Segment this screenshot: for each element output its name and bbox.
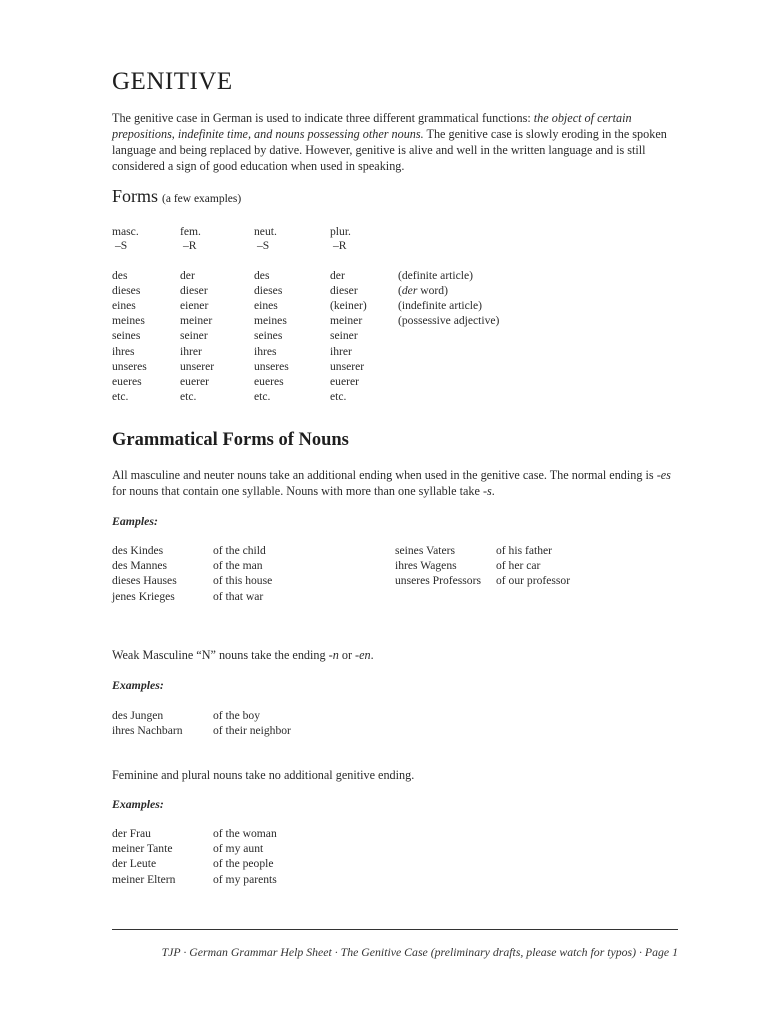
forms-header-gender: fem. xyxy=(180,225,201,238)
forms-subheading: (a few examples) xyxy=(162,193,242,205)
forms-heading xyxy=(112,186,241,207)
example-english: of the man xyxy=(213,559,263,573)
forms-note-post: (possessive adjective) xyxy=(398,314,500,328)
example-english: of the woman xyxy=(213,827,277,840)
forms-header-marker: –R xyxy=(183,239,197,252)
p2-text-3: . xyxy=(370,648,374,662)
intro-paragraph xyxy=(112,110,672,174)
forms-cell-neut: etc. xyxy=(254,389,271,403)
forms-cell-plur: meiner xyxy=(330,314,363,328)
forms-note-italic: der xyxy=(401,284,418,298)
forms-header-marker: –S xyxy=(257,239,270,252)
p2-text-2: or xyxy=(338,648,356,662)
forms-cell-masc: dieses xyxy=(112,284,141,298)
forms-cell-fem: unserer xyxy=(180,359,215,373)
forms-header-marker: –R xyxy=(333,239,347,252)
example-german: dieses Hauses xyxy=(112,574,177,588)
example-german: jenes Krieges xyxy=(112,589,175,603)
example-german: seines Vaters xyxy=(395,544,455,557)
forms-cell-fem: meiner xyxy=(180,314,213,328)
example-english: of my aunt xyxy=(213,842,264,856)
forms-cell-neut: eueres xyxy=(254,374,284,388)
example-german: unseres Professors xyxy=(395,574,481,588)
forms-cell-fem: ihrer xyxy=(180,344,202,358)
p1-text-1: All masculine and neuter nouns take an additional ending when used in the genitive case. The normal ending is xyxy=(112,468,657,482)
p2-italic-1: -n xyxy=(328,648,339,662)
nouns-paragraph-2 xyxy=(112,647,682,663)
example-german: ihres Nachbarn xyxy=(112,723,183,737)
example-english: of her car xyxy=(496,559,541,573)
forms-cell-neut: eines xyxy=(254,299,278,313)
example-english: of my parents xyxy=(213,872,277,886)
forms-cell-plur: ihrer xyxy=(330,344,352,358)
nouns-paragraph-3: Feminine and plural nouns take no additional genitive ending. xyxy=(112,768,415,782)
intro-text-1: The genitive case in German is used to indicate three different grammatical functions: xyxy=(112,111,534,125)
p2-italic-2: -en xyxy=(355,648,371,662)
example-english: of his father xyxy=(496,544,553,557)
forms-cell-fem: euerer xyxy=(180,374,209,388)
forms-cell-neut: unseres xyxy=(254,359,289,373)
forms-cell-fem: seiner xyxy=(180,329,208,343)
forms-cell-masc: seines xyxy=(112,329,141,343)
forms-note-post: word) xyxy=(417,284,448,298)
p2-text-1: Weak Masculine “N” nouns take the ending xyxy=(112,648,329,662)
forms-cell-fem: eiener xyxy=(180,299,209,313)
forms-header-marker: –S xyxy=(115,239,128,252)
forms-cell-plur: unserer xyxy=(330,359,365,373)
forms-cell-neut: seines xyxy=(254,329,283,343)
examples-label-3: Examples: xyxy=(112,797,164,811)
forms-cell-neut: des xyxy=(254,269,270,282)
forms-cell-masc: ihres xyxy=(112,344,135,358)
examples-label-1: Eamples: xyxy=(112,514,158,528)
example-english: of this house xyxy=(213,574,273,588)
examples-label-2: Examples: xyxy=(112,678,164,692)
page-title: GENITIVE xyxy=(112,68,233,95)
forms-note xyxy=(398,283,448,298)
forms-cell-masc: des xyxy=(112,269,128,282)
forms-note-post: (indefinite article) xyxy=(398,299,483,313)
forms-cell-masc: etc. xyxy=(112,389,129,403)
forms-cell-neut: meines xyxy=(254,314,287,328)
forms-cell-masc: meines xyxy=(112,314,145,328)
nouns-paragraph-1 xyxy=(112,467,682,499)
forms-cell-masc: eines xyxy=(112,299,136,313)
forms-note xyxy=(398,313,499,328)
forms-cell-plur: etc. xyxy=(330,389,347,403)
forms-header-gender: neut. xyxy=(254,225,277,238)
forms-note-pre: ( xyxy=(398,284,402,298)
forms-cell-plur: euerer xyxy=(330,374,359,388)
example-german: meiner Eltern xyxy=(112,872,176,886)
example-german: ihres Wagens xyxy=(395,559,457,573)
example-english: of the child xyxy=(213,544,266,557)
forms-cell-plur: dieser xyxy=(330,284,358,298)
forms-note xyxy=(398,268,473,283)
example-german: des Mannes xyxy=(112,559,168,573)
forms-cell-neut: dieses xyxy=(254,284,283,298)
example-german: der Leute xyxy=(112,857,157,871)
forms-cell-fem: etc. xyxy=(180,389,197,403)
forms-heading-text: Forms xyxy=(112,186,159,206)
example-german: des Kindes xyxy=(112,544,164,557)
page-footer: TJP · German Grammar Help Sheet · The Genitive Case (preliminary drafts, please watch for typos) · Page 1 xyxy=(161,945,678,959)
intro-italic: the object of certain prepositions, indefinite time, and nouns possessing other nouns. xyxy=(112,111,632,141)
example-german: der Frau xyxy=(112,827,151,840)
example-english: of the people xyxy=(213,857,274,871)
forms-cell-fem: der xyxy=(180,269,195,282)
example-english: of their neighbor xyxy=(213,723,291,737)
forms-cell-plur: (keiner) xyxy=(330,299,367,313)
forms-cell-masc: unseres xyxy=(112,359,147,373)
forms-cell-fem: dieser xyxy=(180,284,208,298)
forms-cell-plur: der xyxy=(330,269,345,282)
forms-note xyxy=(398,298,482,313)
footer-rule xyxy=(112,929,678,930)
example-english: of the boy xyxy=(213,709,261,722)
example-german: meiner Tante xyxy=(112,842,173,856)
example-english: of that war xyxy=(213,589,264,603)
example-german: des Jungen xyxy=(112,709,164,722)
intro-text-2: The genitive case is slowly eroding in the spoken language and being replaced by dative. However, genitive is alive and well in the written language and is still considered a sign of good education when used in speaking. xyxy=(112,127,667,173)
p1-text-2: for nouns that contain one syllable. Nouns with more than one syllable take xyxy=(112,484,483,498)
forms-cell-masc: eueres xyxy=(112,374,142,388)
nouns-heading: Grammatical Forms of Nouns xyxy=(112,430,349,450)
forms-header-gender: plur. xyxy=(330,225,351,238)
p1-italic-2: -s xyxy=(482,484,492,498)
p1-italic-1: -es xyxy=(656,468,671,482)
forms-cell-neut: ihres xyxy=(254,344,277,358)
example-english: of our professor xyxy=(496,574,571,588)
p1-text-3: . xyxy=(491,484,495,498)
forms-note-post: (definite article) xyxy=(398,269,473,282)
forms-header-gender: masc. xyxy=(112,225,139,238)
forms-cell-plur: seiner xyxy=(330,329,358,343)
